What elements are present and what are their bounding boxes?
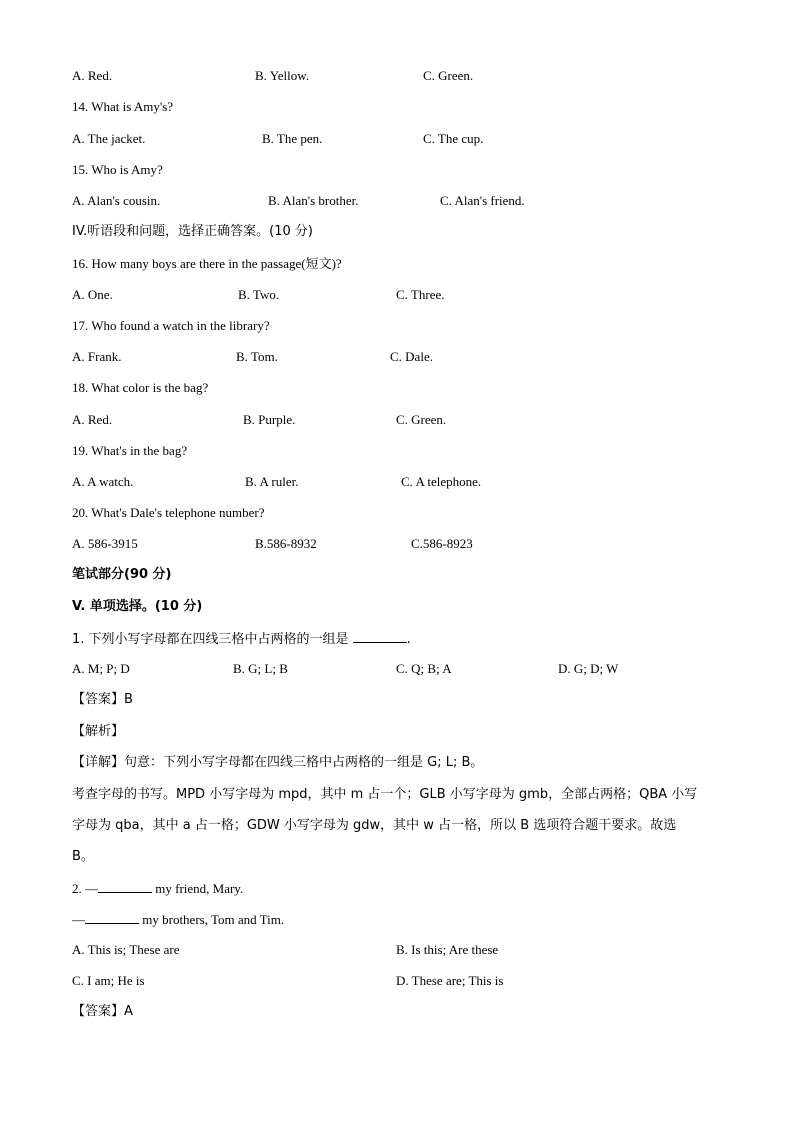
q16-option-b: B. Two. <box>238 287 280 302</box>
q17-option-a: A. Frank. <box>72 349 122 364</box>
w2-option-a: A. This is; These are <box>72 942 180 957</box>
q18-option-b: B. Purple. <box>243 412 296 427</box>
w2-blank-2 <box>85 911 139 924</box>
q20-option-b: B.586-8932 <box>255 536 317 551</box>
w2-answer-value: A <box>124 1004 133 1019</box>
q20-option-a: A. 586-3915 <box>72 536 138 551</box>
w2-line-2 <box>72 911 284 928</box>
q14-question: 14. What is Amy's? <box>72 99 174 114</box>
q19-option-b: B. A ruler. <box>245 474 299 489</box>
w1-question-end: . <box>406 632 411 647</box>
w2-answer-tag: 【答案】 <box>72 1004 125 1019</box>
w2-option-c: C. I am; He is <box>72 973 145 988</box>
w2-line-2-post: my brothers, Tom and Tim. <box>139 912 285 927</box>
w1-detail-tag: 【详解】 <box>72 755 125 770</box>
q16-option-c: C. Three. <box>396 287 445 302</box>
w2-line-1-pre: 2. — <box>72 881 98 896</box>
q19-option-a: A. A watch. <box>72 474 134 489</box>
q18-option-c: C. Green. <box>396 412 447 427</box>
w2-line-2-pre: — <box>72 912 85 927</box>
w1-option-c: C. Q; B; A <box>396 661 452 676</box>
q14-option-c: C. The cup. <box>423 131 484 146</box>
q17-question: 17. Who found a watch in the library? <box>72 318 270 333</box>
q14-option-b: B. The pen. <box>262 131 323 146</box>
w2-blank-1 <box>98 880 152 893</box>
q13-option-c: C. Green. <box>423 68 474 83</box>
q19-question: 19. What's in the bag? <box>72 443 188 458</box>
q15-option-b: B. Alan's brother. <box>268 193 359 208</box>
w1-option-d: D. G; D; W <box>558 661 619 676</box>
written-section-title: 笔试部分(90 分) <box>72 567 172 582</box>
q15-option-c: C. Alan's friend. <box>440 193 525 208</box>
w1-detail-text: 句意：下列小写字母都在四线三格中占两格的一组是 G; L; B。 <box>124 755 484 770</box>
w2-option-b: B. Is this; Are these <box>396 942 499 957</box>
q18-option-a: A. Red. <box>72 412 113 427</box>
q14-option-a: A. The jacket. <box>72 131 146 146</box>
w1-option-a: A. M; P; D <box>72 661 130 676</box>
q16-option-a: A. One. <box>72 287 113 302</box>
w2-option-d: D. These are; This is <box>396 973 504 988</box>
w1-explanation-line-3: B。 <box>72 849 94 864</box>
w1-option-b: B. G; L; B <box>233 661 288 676</box>
q20-question: 20. What's Dale's telephone number? <box>72 505 265 520</box>
section-iv-title: IV.听语段和问题，选择正确答案。(10 分) <box>72 224 314 239</box>
q17-option-b: B. Tom. <box>236 349 278 364</box>
w1-answer-tag: 【答案】 <box>72 692 125 707</box>
q13-option-a: A. Red. <box>72 68 113 83</box>
w1-detail <box>72 755 483 771</box>
q15-question: 15. Who is Amy? <box>72 162 163 177</box>
w1-explanation-line-2: 字母为 qba，其中 a 占一格；GDW 小写字母为 gdw，其中 w 占一格，所以 B 选项符合题干要求。故选 <box>72 818 677 833</box>
q17-option-c: C. Dale. <box>390 349 433 364</box>
w1-answer-value: B <box>124 692 133 707</box>
w2-line-1 <box>72 880 243 897</box>
q15-option-a: A. Alan's cousin. <box>72 193 161 208</box>
w1-explanation-line-1: 考查字母的书写。MPD 小写字母为 mpd，其中 m 占一个；GLB 小写字母为 gmb，全部占两格；QBA 小写 <box>72 787 698 802</box>
q20-option-c: C.586-8923 <box>411 536 473 551</box>
q18-question: 18. What color is the bag? <box>72 380 209 395</box>
w1-blank <box>353 630 407 643</box>
q13-option-b: B. Yellow. <box>255 68 310 83</box>
w2-line-1-post: my friend, Mary. <box>152 881 244 896</box>
w1-answer <box>72 692 133 708</box>
w1-question <box>72 630 411 648</box>
w1-question-text: 1. 下列小写字母都在四线三格中占两格的一组是 <box>72 632 353 647</box>
w1-analysis-tag: 【解析】 <box>72 724 125 739</box>
section-v-title: V. 单项选择。(10 分) <box>72 599 203 614</box>
q16-question: 16. How many boys are there in the passage(短文)? <box>72 256 342 271</box>
w2-answer <box>72 1004 133 1020</box>
q19-option-c: C. A telephone. <box>401 474 482 489</box>
